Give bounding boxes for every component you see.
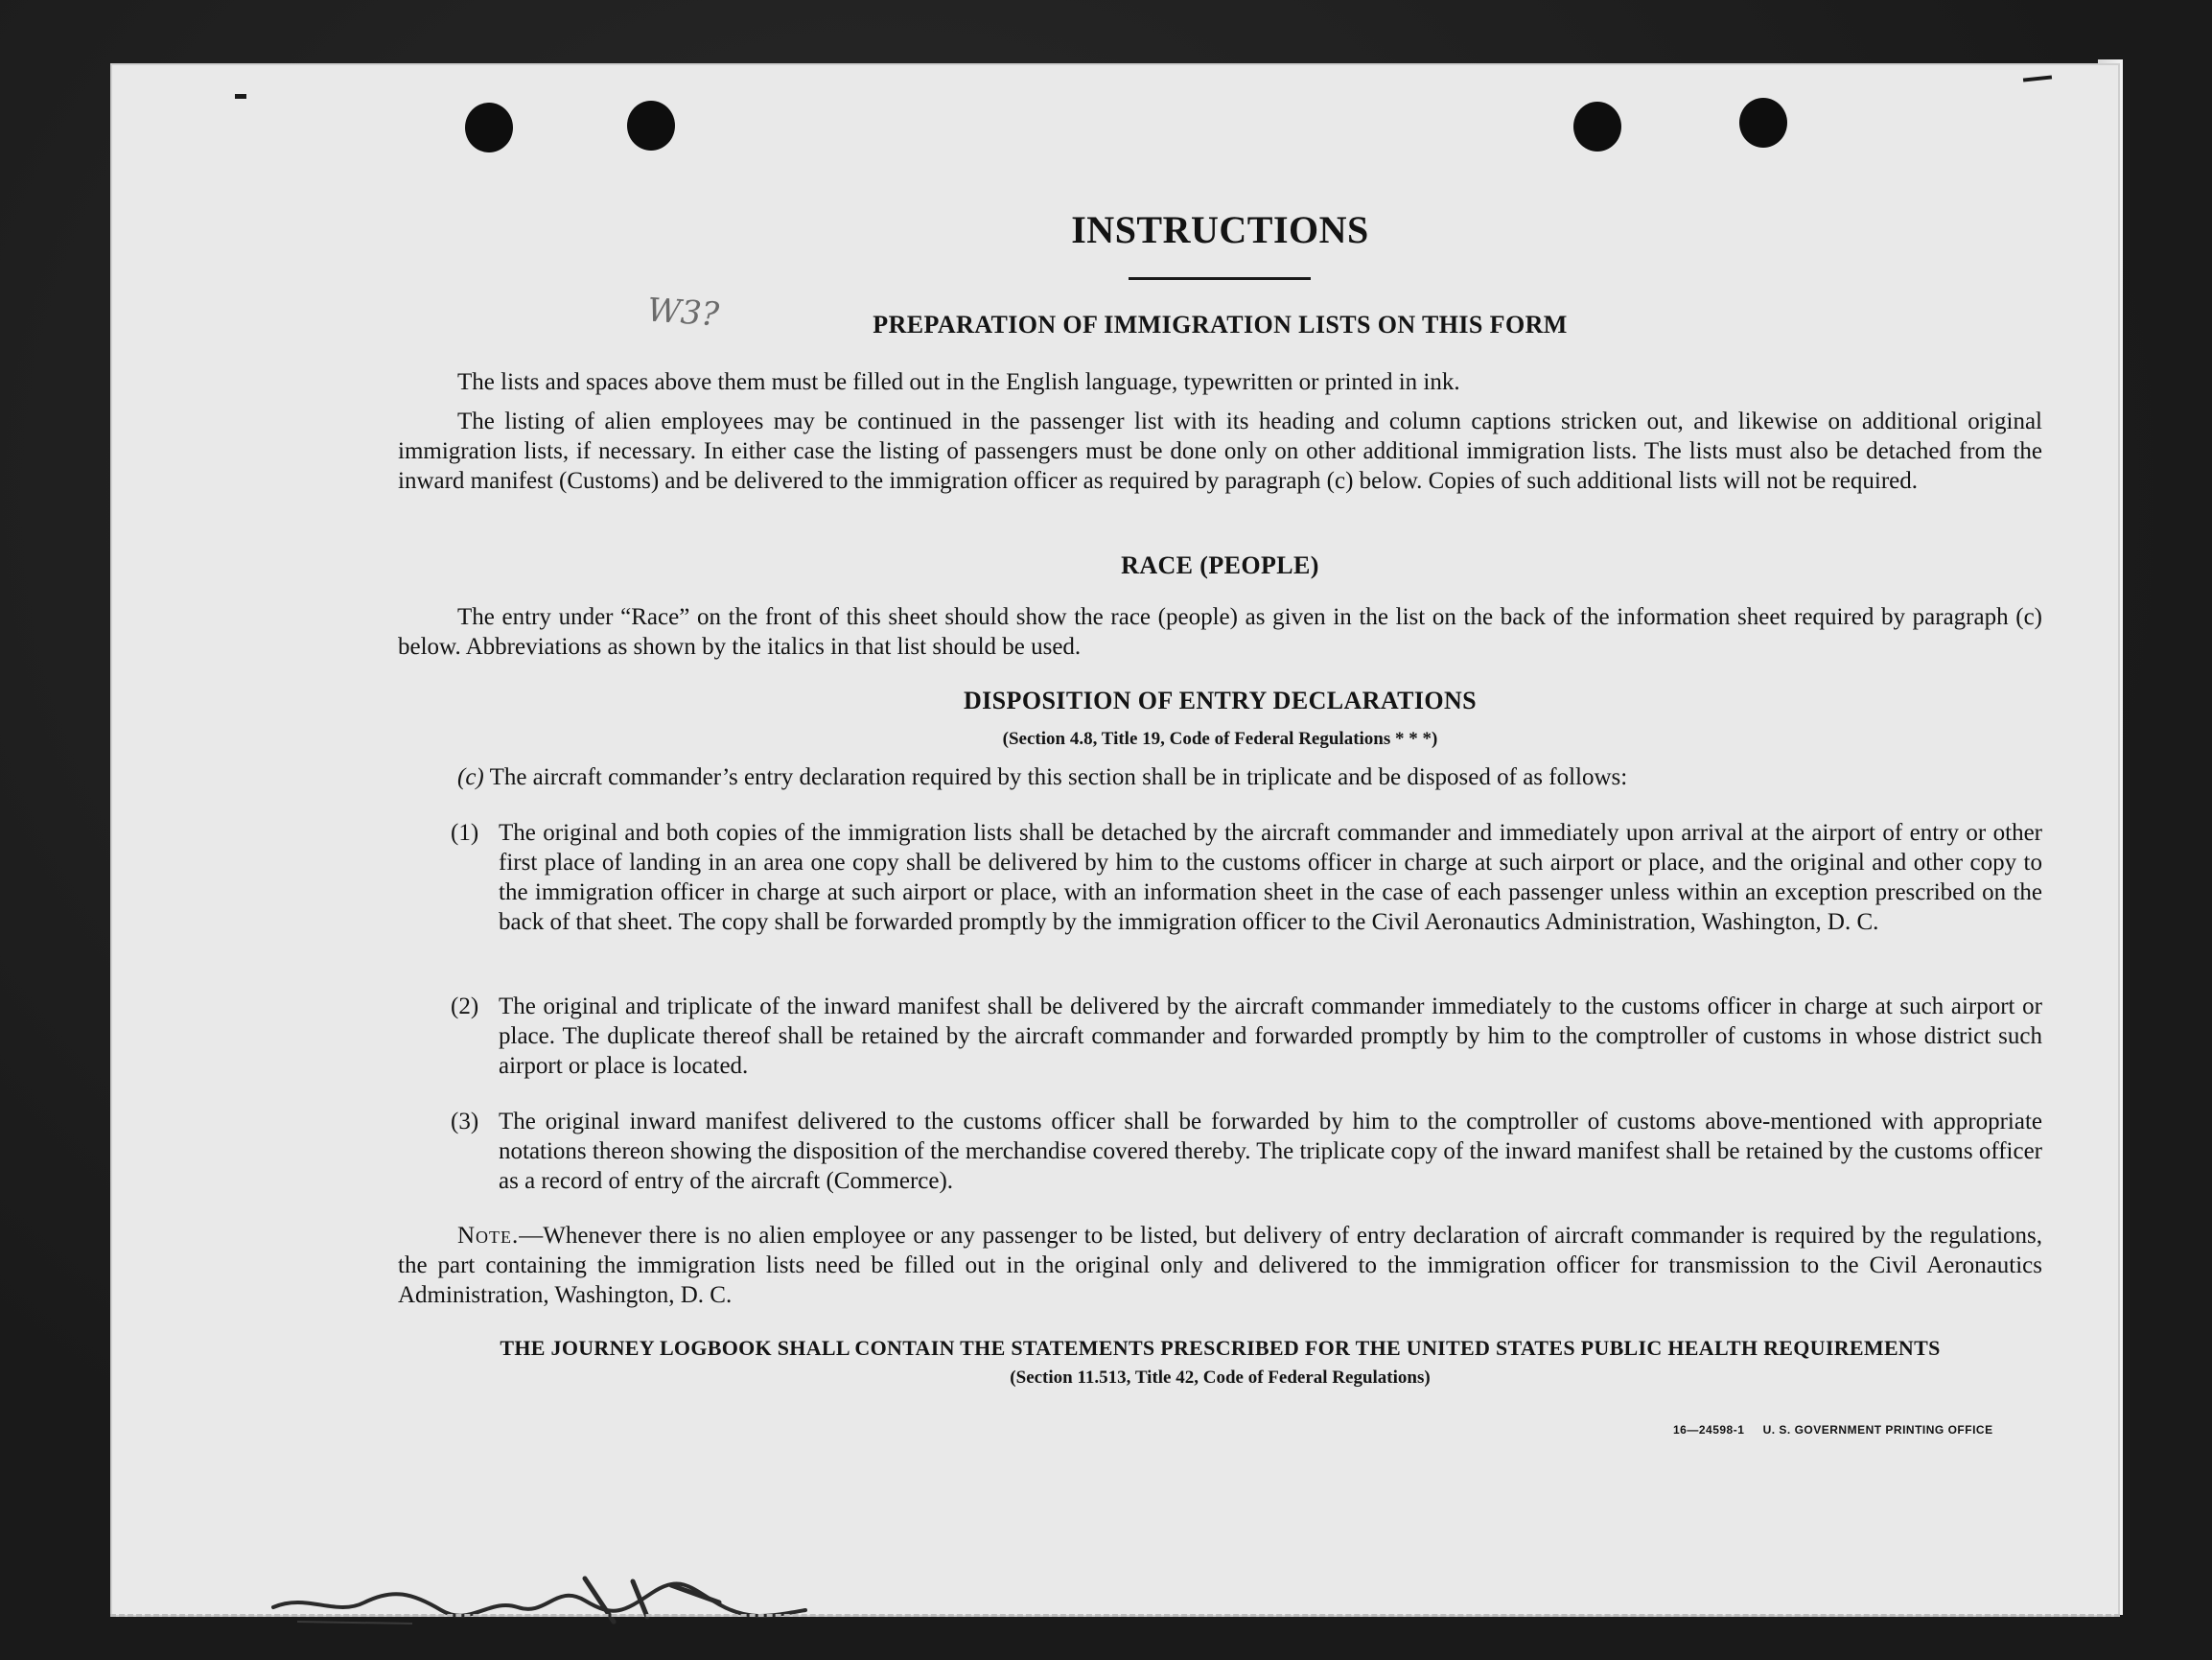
signature-scrawl	[268, 1564, 825, 1631]
list-item	[451, 818, 2042, 937]
paragraph-race-entry: The entry under “Race” on the front of this sheet should show the race (people) as given in the list on the back of the information sheet required by paragraph (c) below. Abbreviations as shown by the italics in that list should be used.	[398, 604, 2042, 660]
paragraph-c-intro	[457, 762, 2042, 792]
page-title: INSTRUCTIONS	[1071, 208, 1369, 251]
citation-title-19: (Section 4.8, Title 19, Code of Federal Regulations * * *)	[1002, 729, 1438, 749]
health-requirements-line: THE JOURNEY LOGBOOK SHALL CONTAIN THE STATEMENTS PRESCRIBED FOR THE UNITED STATES PUBLIC HEALTH REQUIREMENTS	[500, 1336, 1941, 1360]
paragraph-note	[398, 1221, 2042, 1310]
document-sheet	[110, 63, 2120, 1617]
punch-hole	[1739, 98, 1787, 148]
list-item-text: The original inward manifest delivered to the customs officer shall be forwarded by him to the comptroller of customs above-mentioned with appropriate notations thereon showing the disposition of the merchandise covered thereby. The triplicate copy of the inward manifest shall be retained by the customs officer as a record of entry of the aircraft (Commerce).	[499, 1109, 2042, 1194]
clause-label: (c)	[457, 764, 484, 790]
paragraph-english-language: The lists and spaces above them must be filled out in the English language, typewritten or printed in ink.	[457, 369, 1460, 395]
punch-hole	[627, 101, 675, 151]
printer-office: U. S. GOVERNMENT PRINTING OFFICE	[1762, 1423, 1993, 1437]
clause-text: The aircraft commander’s entry declaration required by this section shall be in triplicate and be disposed of as follows:	[489, 764, 1628, 790]
paragraph-alien-employees: The listing of alien employees may be continued in the passenger list with its heading and column captions stricken out, and likewise on additional original immigration lists, if necessary. In either case the listing of passengers must be done only on other additional immigration lists. The lists must also be detached from the inward manifest (Customs) and be delivered to the immigration officer as required by paragraph (c) below. Copies of such additional lists will not be required.	[398, 409, 2042, 494]
list-item-number: (3)	[451, 1109, 479, 1134]
list-item-number: (1)	[451, 820, 479, 846]
punch-hole	[1573, 102, 1621, 152]
scan-speck	[2023, 75, 2052, 82]
printer-imprint	[1673, 1423, 2057, 1437]
citation-title-42: (Section 11.513, Title 42, Code of Federal Regulations)	[1010, 1368, 1431, 1388]
list-item-number: (2)	[451, 994, 479, 1019]
printer-code: 16—24598-1	[1673, 1423, 1745, 1437]
list-item-text: The original and triplicate of the inward manifest shall be delivered by the aircraft commander immediately to the customs officer in charge at such airport or place. The duplicate thereof shall be retained by the aircraft commander and forwarded promptly by him to the comptroller of customs in whose district such airport or place is located.	[499, 994, 2042, 1079]
section-heading-preparation: PREPARATION OF IMMIGRATION LISTS ON THIS FORM	[873, 311, 1568, 339]
section-heading-race: RACE (PEOPLE)	[1121, 551, 1319, 579]
title-rule	[1129, 277, 1311, 280]
bleed-through-text	[1740, 1564, 2200, 1631]
scan-speck	[235, 94, 246, 99]
note-label: Note.	[457, 1223, 520, 1249]
perforated-edge	[110, 1614, 2120, 1617]
note-text: —Whenever there is no alien employee or any passenger to be listed, but delivery of entry declaration of aircraft commander is required by the regulations, the part containing the immigration lists need be filled out in the original only and delivered to the immigration officer for transmission to the Civil Aeronautics Administration, Washington, D. C.	[398, 1223, 2042, 1308]
list-item	[451, 1107, 2042, 1196]
list-item-text: The original and both copies of the immigration lists shall be detached by the aircraft commander and immediately upon arrival at the airport of entry or other first place of landing in an area one copy shall be delivered by him to the customs officer in charge at such airport or place, and the original and other copy to the immigration officer in charge at such airport or place, with an information sheet in the case of each passenger unless within an exception prescribed on the back of that sheet. The copy shall be forwarded promptly by the immigration officer to the Civil Aeronautics Administration, Washington, D. C.	[499, 820, 2042, 935]
list-item	[451, 992, 2042, 1081]
section-heading-disposition: DISPOSITION OF ENTRY DECLARATIONS	[963, 687, 1478, 714]
handwritten-note: W3?	[645, 291, 721, 335]
punch-hole	[465, 103, 513, 152]
